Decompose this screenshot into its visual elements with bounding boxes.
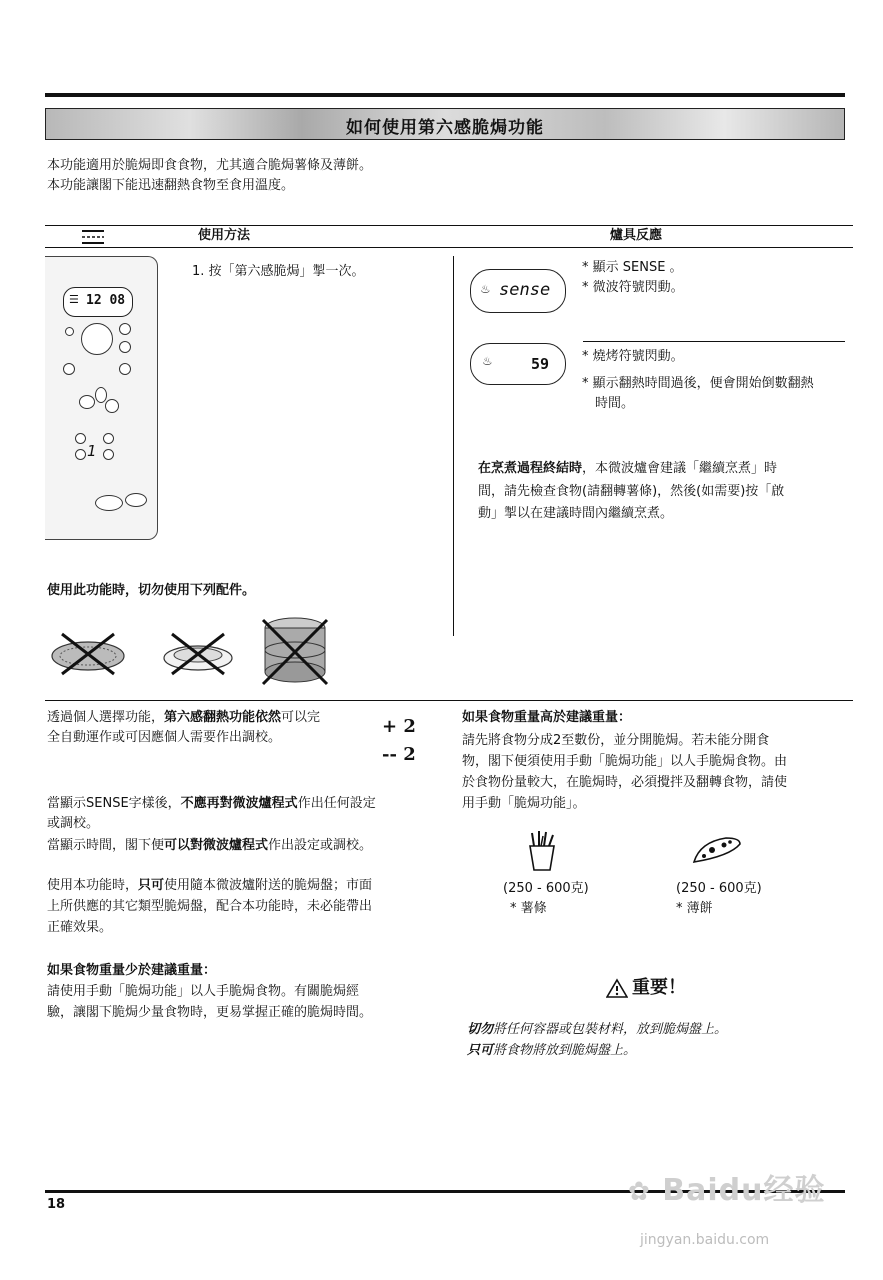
- column-divider: [453, 256, 454, 636]
- high-weight-title: 如果食物重量高於建議重量：: [462, 710, 632, 725]
- panel-button: [65, 327, 74, 336]
- page-title: 如何使用第六感脆焗功能: [346, 118, 544, 138]
- minus-key-label: -- 2: [382, 744, 416, 765]
- response-2-b-line-1: * 顯示翻熱時間過後，便會開始倒數翻熱: [582, 376, 814, 391]
- paw-icon: ✿: [628, 1177, 651, 1207]
- pizza-weight: (250 - 600克): [676, 881, 762, 896]
- response-2-a: * 燒烤符號閃動。: [582, 349, 684, 364]
- title-banner: [45, 108, 845, 140]
- panel-button: [75, 433, 86, 444]
- left-p2-line-1: [47, 794, 376, 814]
- low-weight-title: 如果食物重量少於建議重量：: [47, 963, 217, 978]
- page-number: 18: [47, 1197, 66, 1212]
- response-1-a: * 顯示 SENSE 。: [582, 260, 683, 275]
- panel-start-button: [95, 495, 123, 511]
- fries-icon: [522, 830, 562, 872]
- panel-button: [103, 433, 114, 444]
- stove-icon: [80, 228, 106, 246]
- high-weight-line-4: 用手動「脆焗功能」。: [462, 796, 586, 811]
- important-title: 重要！: [632, 977, 686, 998]
- column-header-response: 爐具反應: [610, 228, 663, 243]
- fries-weight: (250 - 600克): [503, 881, 589, 896]
- text-span: 可以完: [281, 710, 321, 725]
- table-top-rule: [45, 225, 853, 226]
- panel-stop-button: [125, 493, 147, 507]
- high-weight-line-1: 請先將食物分成2至數份，並分開脆焗。若未能分開食: [462, 733, 770, 748]
- panel-display-text: 12 08: [86, 293, 126, 308]
- panel-button: [75, 449, 86, 460]
- panel-button: [119, 323, 131, 335]
- response-2-b-line-2: 時間。: [595, 396, 635, 411]
- panel-button: [95, 387, 107, 403]
- text-span: 當顯示SENSE字樣後，: [47, 796, 181, 811]
- left-p1-line-1: [47, 708, 320, 728]
- low-weight-line-2: 驗，讓閣下脆焗少量食物時，更易掌握正確的脆焗時間。: [47, 1005, 373, 1020]
- text-span: 作出設定或調校。: [268, 838, 373, 853]
- top-rule: [45, 93, 845, 97]
- important-line-1: [467, 1020, 727, 1040]
- important-line-2: [467, 1041, 636, 1061]
- lcd-time-text: 59: [531, 355, 550, 373]
- text-span: 使用本功能時，: [47, 878, 139, 893]
- text-span-bold: 第六感翻熱功能依然: [164, 710, 282, 725]
- panel-dial: [81, 323, 113, 355]
- column-header-method: 使用方法: [198, 228, 251, 243]
- high-weight-line-2: 物，閣下便須使用手動「脆焗功能」以人手脆焗食物。由: [462, 754, 788, 769]
- section-rule: [45, 700, 853, 701]
- accessories-warning: 使用此功能時，切勿使用下列配件。: [47, 583, 256, 598]
- panel-button: [63, 363, 75, 375]
- lcd-sense-text: sense: [499, 280, 551, 300]
- panel-grill-icon: ☰: [69, 293, 79, 306]
- end-note-line-2: 間，請先檢查食物(請翻轉薯條)，然後(如需要)按「啟: [478, 484, 785, 499]
- text-span: 將任何容器或包裝材料，放到脆焗盤上。: [493, 1022, 728, 1037]
- grill-icon: ♨: [481, 281, 490, 297]
- text-span-bold: 只可: [138, 878, 165, 893]
- panel-key-label: 1: [87, 442, 97, 460]
- text-span: 透過個人選擇功能，: [47, 710, 165, 725]
- text-span: 將食物將放到脆焗盤上。: [493, 1043, 637, 1058]
- text-span: 當顯示時間，閣下便: [47, 838, 165, 853]
- low-weight-line-1: 請使用手動「脆焗功能」以人手脆焗食物。有關脆焗經: [47, 984, 360, 999]
- text-span-bold: 可以對微波爐程式: [164, 838, 269, 853]
- intro-line-1: 本功能適用於脆焗即食食物，尤其適合脆焗薯條及薄餅。: [47, 158, 373, 173]
- panel-button: [119, 363, 131, 375]
- end-note-bold: 在烹煮過程終結時: [478, 461, 583, 476]
- text-span-bold: 不應再對微波爐程式: [180, 796, 298, 811]
- left-p3-line-1: [47, 836, 372, 856]
- warning-icon: [606, 978, 628, 998]
- left-p4-line-2: 上所供應的其它類型脆焗盤，配合本功能時，未必能帶出: [47, 899, 373, 914]
- left-p4-line-3: 正確效果。: [47, 920, 113, 935]
- panel-button: [103, 449, 114, 460]
- left-p2-line-2: 或調校。: [47, 816, 100, 831]
- text-span-bold: 切勿: [467, 1022, 494, 1037]
- high-weight-line-3: 於食物份量較大，在脆焗時，必須攪拌及翻轉食物，請使: [462, 775, 788, 790]
- pizza-name: * 薄餅: [676, 901, 713, 916]
- end-note-text: ，本微波爐會建議「繼續烹煮」時: [582, 461, 778, 476]
- step-1-text: 1. 按「第六感脆焗」掣一次。: [192, 264, 365, 279]
- watermark-url: jingyan.baidu.com: [640, 1232, 770, 1248]
- forbidden-container-icon: [255, 614, 335, 690]
- plus-key-label: + 2: [382, 716, 416, 737]
- panel-button: [105, 399, 119, 413]
- panel-button: [79, 395, 95, 409]
- text-span: 作出任何設定: [297, 796, 376, 811]
- lcd-display-sense: [470, 269, 566, 313]
- lcd-display-time: [470, 343, 566, 385]
- panel-display-box: [63, 287, 133, 317]
- end-note-line-3: 動」掣以在建議時間內繼續烹煮。: [478, 506, 674, 521]
- forbidden-rack-icon: [48, 630, 128, 676]
- left-p4-line-1: [47, 876, 372, 896]
- response-divider: [583, 341, 845, 342]
- panel-button: [119, 341, 131, 353]
- text-span: 使用隨本微波爐附送的脆焗盤；市面: [164, 878, 373, 893]
- table-header-rule: [45, 247, 853, 248]
- control-panel-illustration: [45, 256, 158, 540]
- forbidden-plate-icon: [158, 630, 238, 676]
- response-1-b: * 微波符號閃動。: [582, 280, 684, 295]
- watermark-logo: [628, 1165, 825, 1209]
- watermark-brand: Baidu经验: [662, 1173, 826, 1208]
- end-note-line-1: [478, 459, 777, 479]
- intro-line-2: 本功能讓閣下能迅速翻熱食物至食用溫度。: [47, 178, 295, 193]
- fries-name: * 薯條: [510, 901, 547, 916]
- left-p1-line-2: 全自動運作或可因應個人需要作出調校。: [47, 730, 282, 745]
- text-span-bold: 只可: [467, 1043, 494, 1058]
- grill-icon: ♨: [483, 353, 492, 369]
- pizza-icon: [690, 834, 744, 866]
